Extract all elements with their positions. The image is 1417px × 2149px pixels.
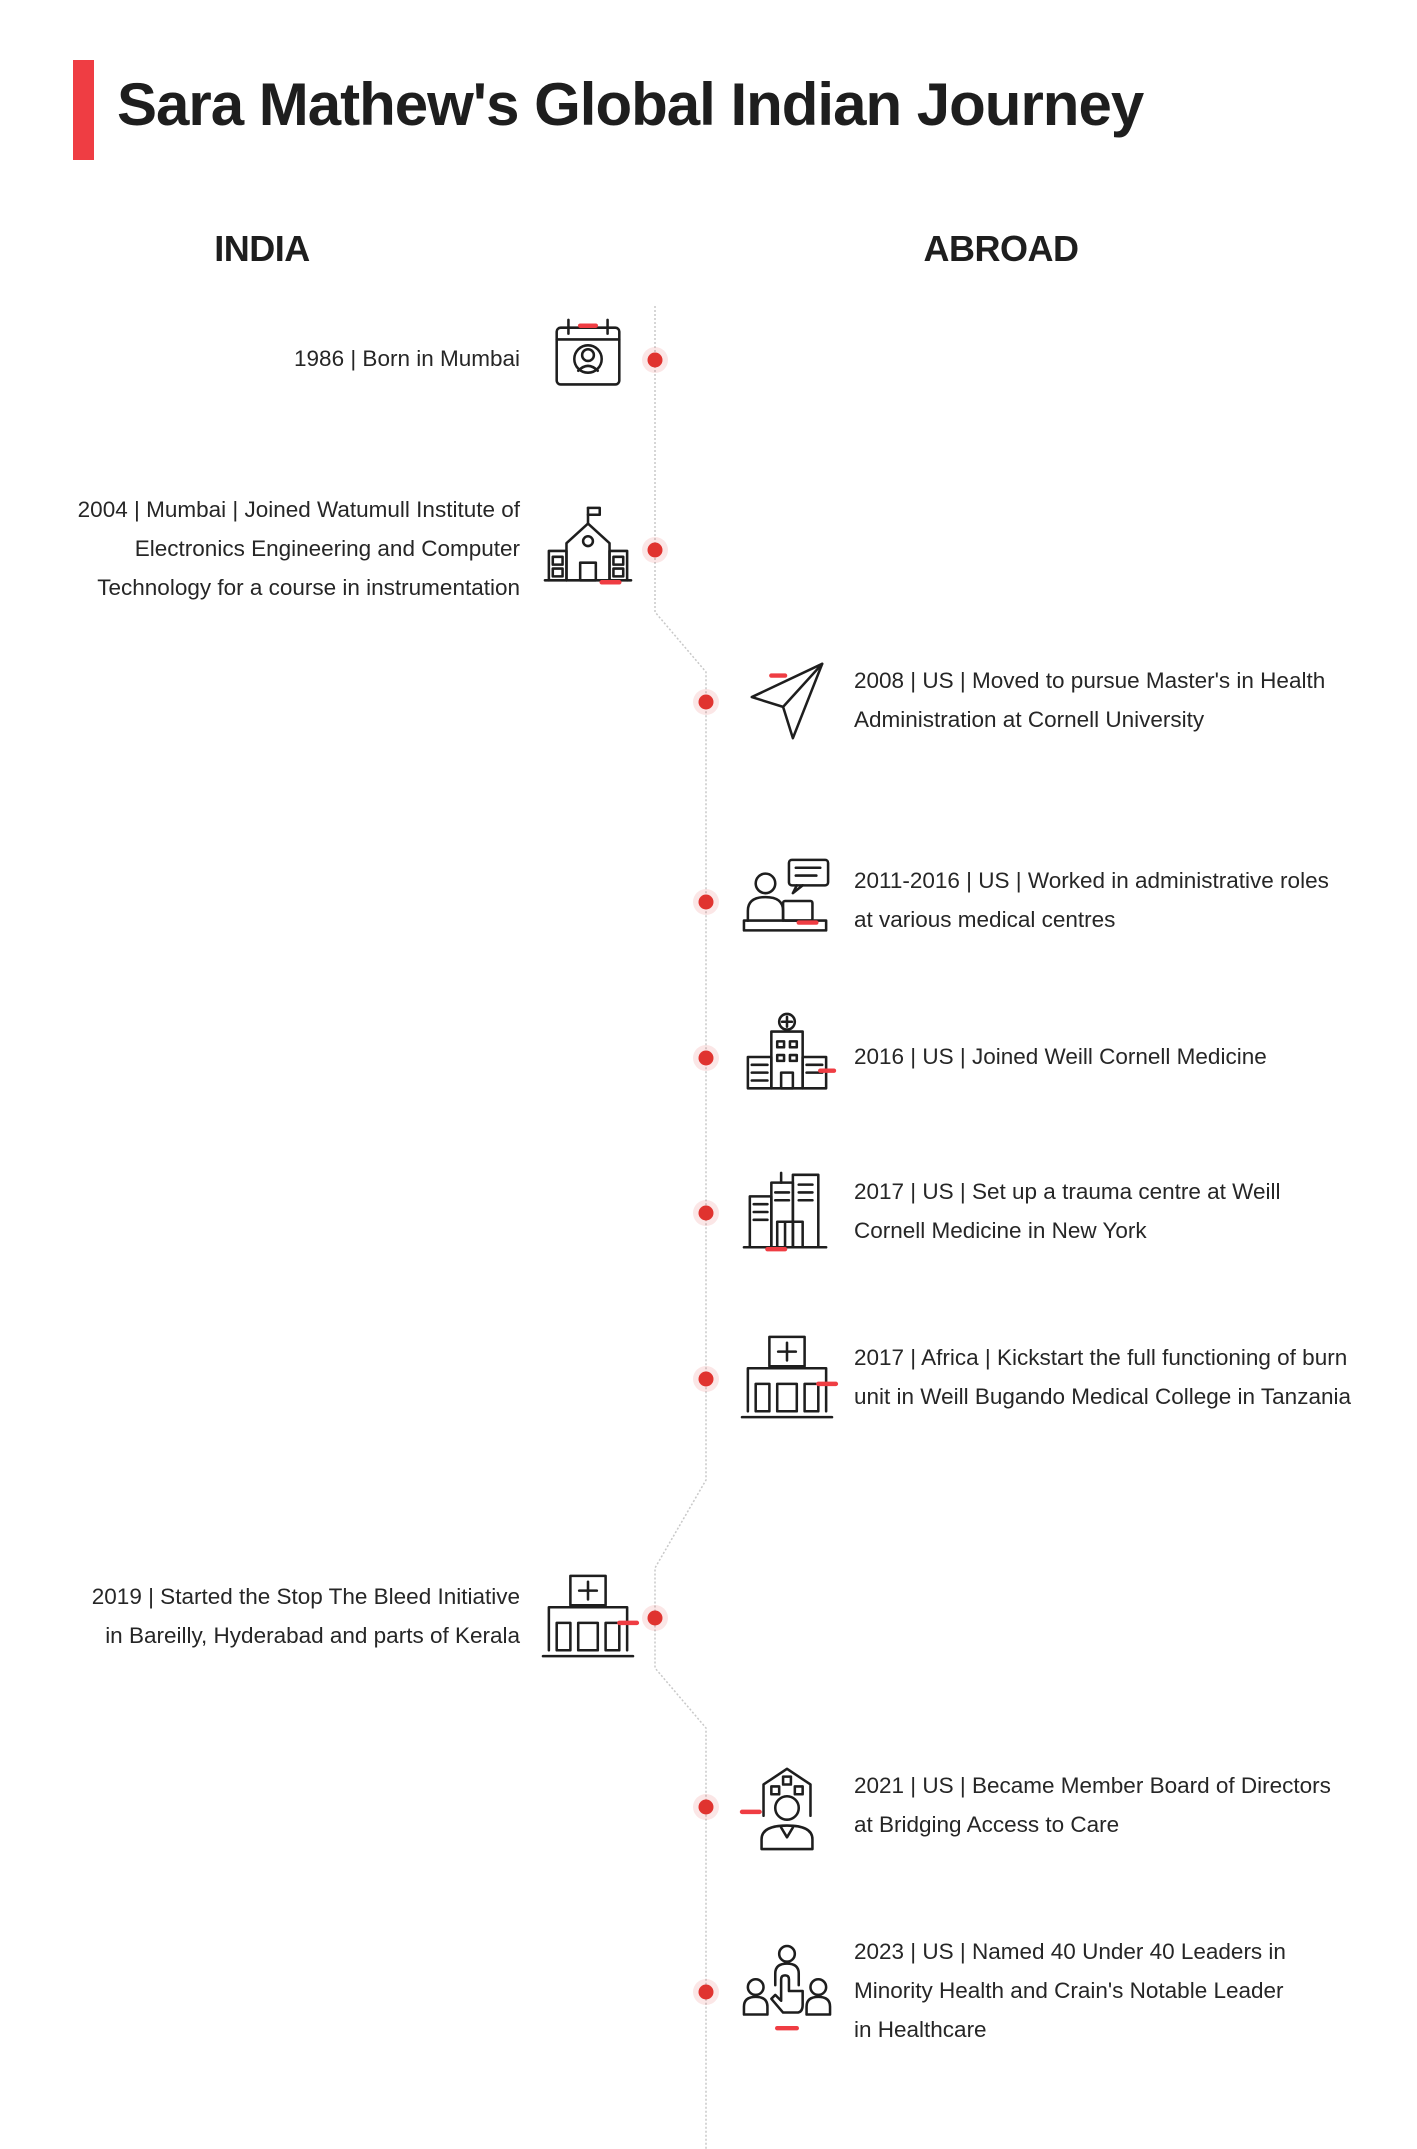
event-line: Minority Health and Crain's Notable Leader <box>854 1977 1284 2003</box>
school-building-icon <box>538 504 638 594</box>
event-text-9 <box>854 1766 1331 1844</box>
timeline-dot <box>648 543 663 558</box>
event-line: at Bridging Access to Care <box>854 1812 1120 1837</box>
timeline-dot <box>699 1206 714 1221</box>
timeline-line <box>655 306 706 2149</box>
event-line: 2023 | US | Named 40 Under 40 Leaders in <box>854 1938 1286 1964</box>
paper-plane-icon <box>737 656 837 746</box>
event-line: in Healthcare <box>854 2016 987 2042</box>
event-line: 1986 | Born in Mumbai <box>294 345 520 371</box>
event-line: 2017 | US | Set up a trauma centre at Weill <box>854 1179 1281 1204</box>
timeline-dot <box>648 353 663 368</box>
timeline-dot <box>699 1800 714 1815</box>
event-text-4 <box>854 861 1329 939</box>
event-line: in Bareilly, Hyderabad and parts of Kerala <box>105 1623 520 1648</box>
event-text-10 <box>854 1932 1286 2049</box>
timeline-dot <box>699 1051 714 1066</box>
event-text-8 <box>92 1577 520 1655</box>
event-text-7 <box>854 1338 1351 1416</box>
event-line: unit in Weill Bugando Medical College in Tanzania <box>854 1384 1351 1409</box>
event-text-6 <box>854 1172 1281 1250</box>
clinic-icon <box>538 1572 638 1662</box>
event-line: Administration at Cornell University <box>854 707 1205 732</box>
timeline-dot <box>699 695 714 710</box>
event-line: 2011-2016 | US | Worked in administrative roles <box>854 868 1329 893</box>
hospital-building-icon <box>737 1012 837 1102</box>
calendar-baby-icon <box>538 314 638 404</box>
leader-team-icon <box>737 1946 837 2036</box>
board-member-icon <box>737 1761 837 1851</box>
event-line: Technology for a course in instrumentation <box>97 574 520 600</box>
event-text-2 <box>78 490 520 607</box>
column-heading-india: INDIA <box>214 228 310 269</box>
event-line: 2017 | Africa | Kickstart the full functioning of burn <box>854 1345 1348 1370</box>
event-line: Cornell Medicine in New York <box>854 1218 1147 1243</box>
timeline-dot <box>699 1372 714 1387</box>
column-heading-abroad: ABROAD <box>923 228 1079 269</box>
timeline-dot <box>648 1611 663 1626</box>
clinic-icon <box>737 1333 837 1423</box>
office-worker-icon <box>737 856 837 946</box>
event-line: 2008 | US | Moved to pursue Master's in Health <box>854 668 1326 693</box>
timeline-dot <box>699 895 714 910</box>
event-text-3 <box>854 661 1325 739</box>
event-line: at various medical centres <box>854 907 1116 932</box>
event-line: 2016 | US | Joined Weill Cornell Medicine <box>854 1043 1267 1069</box>
timeline-dot <box>699 1985 714 2000</box>
event-line: Electronics Engineering and Computer <box>134 535 520 561</box>
event-line: 2019 | Started the Stop The Bleed Initiative <box>91 1584 520 1609</box>
event-text-1 <box>294 339 520 378</box>
event-text-5 <box>854 1037 1267 1076</box>
city-buildings-icon <box>737 1167 837 1257</box>
page-title: Sara Mathew's Global Indian Journey <box>117 71 1144 138</box>
event-line: 2004 | Mumbai | Joined Watumull Institute of <box>77 496 520 522</box>
event-line: 2021 | US | Became Member Board of Directors <box>854 1773 1331 1798</box>
